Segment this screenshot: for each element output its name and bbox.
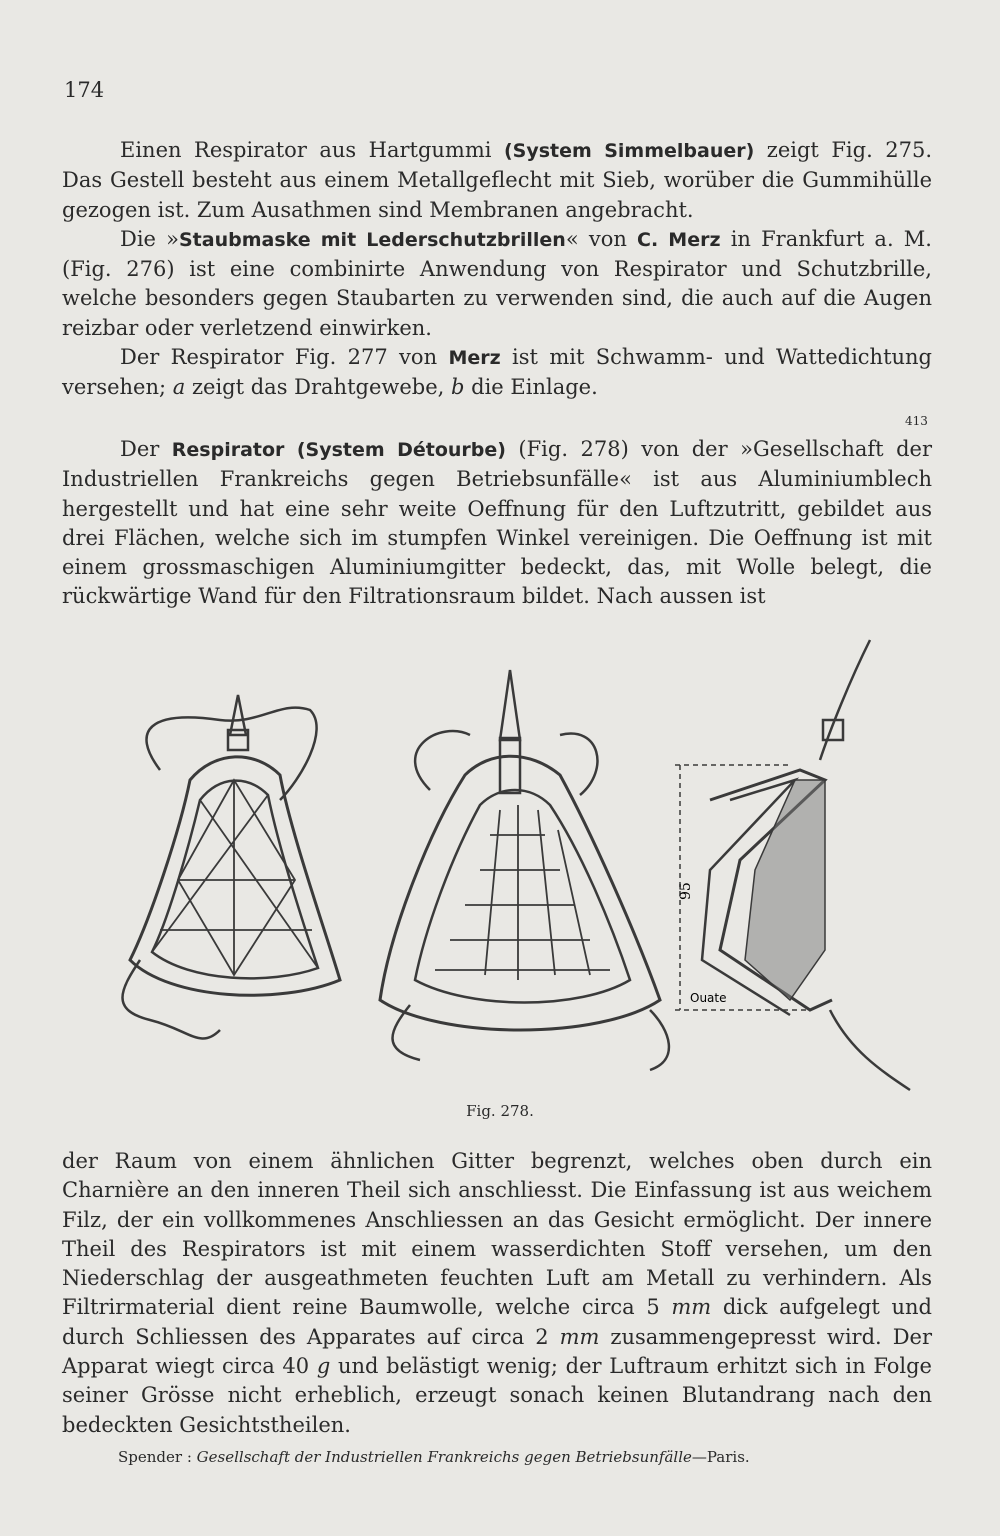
paragraph-merz-respirator: Der Respirator Fig. 277 von Merz ist mit Schwamm- und Wattedichtung versehen; a zeigt das Drahtgewebe, b die Einlage.	[62, 345, 932, 400]
text-block-top	[62, 136, 932, 403]
text-block-middle	[62, 435, 932, 612]
page-number: 174	[64, 78, 105, 102]
dimension-label: 95	[678, 882, 694, 900]
donor-city: —Paris.	[691, 1448, 750, 1466]
paragraph-merz-staubmaske: Die »Staubmaske mit Lederschutzbrillen« von C. Merz in Frankfurt a. M. (Fig. 276) ist eine combinirte Anwendung von Respirator und Schutzbrille, welche besonders gegen Staubarten zu verwenden sind, die auch auf die Augen reizbar oder verletzend einwirken.	[62, 226, 932, 340]
donor-line	[118, 1448, 750, 1466]
text-block-bottom	[62, 1147, 932, 1440]
material-label: Ouate	[690, 991, 727, 1005]
paragraph-detourbe: Der Respirator (System Détourbe) (Fig. 278) von der »Gesellschaft der Industriellen Frankreichs gegen Betriebsunfälle« ist aus Aluminiumblech hergestellt und hat eine sehr weite Oeffnung für den Luftzutritt, gebildet aus drei Flächen, welche sich im stumpfen Winkel vereinigen. Die Oeffnung ist mit einem grossmaschigen Aluminiumgitter bedeckt, das, mit Wolle belegt, die rückwärtige Wand für den Filtrationsraum bildet. Nach aussen ist	[62, 437, 932, 609]
respirator-inner-view	[380, 670, 669, 1070]
margin-marker: 413	[905, 414, 928, 428]
donor-name: Gesellschaft der Industriellen Frankreichs gegen Betriebsunfälle	[196, 1448, 692, 1466]
figure-278-illustration	[90, 630, 920, 1100]
respirator-front-view	[123, 695, 341, 1039]
respirator-cross-section	[675, 640, 910, 1090]
paragraph-simmelbauer: Einen Respirator aus Hartgummi (System Simmelbauer) zeigt Fig. 275. Das Gestell besteht aus einem Metallgeflecht mit Sieb, worüber die Gummihülle gezogen ist. Zum Ausathmen sind Membranen angebracht.	[62, 138, 932, 222]
paragraph-continuation: der Raum von einem ähnlichen Gitter begrenzt, welches oben durch ein Charnière an den inneren Theil sich anschliesst. Die Einfassung ist aus weichem Filz, der ein vollkommenes Anschliessen an das Gesicht ermöglicht. Der innere Theil des Respirators ist mit einem wasserdichten Stoff versehen, um den Niederschlag der ausgeathmeten feuchten Luft am Metall zu verhindern. Als Filtrirmaterial dient reine Baumwolle, welche circa 5 mm dick aufgelegt und durch Schliessen des Apparates auf circa 2 mm zusammengepresst wird. Der Apparat wiegt circa 40 g und belästigt wenig; der Luftraum erhitzt sich in Folge seiner Grösse nicht erheblich, erzeugt sonach keinen Blutandrang nach den bedeckten Gesichtstheilen.	[62, 1149, 932, 1437]
figure-caption: Fig. 278.	[466, 1102, 534, 1120]
donor-label: Spender :	[118, 1448, 192, 1466]
